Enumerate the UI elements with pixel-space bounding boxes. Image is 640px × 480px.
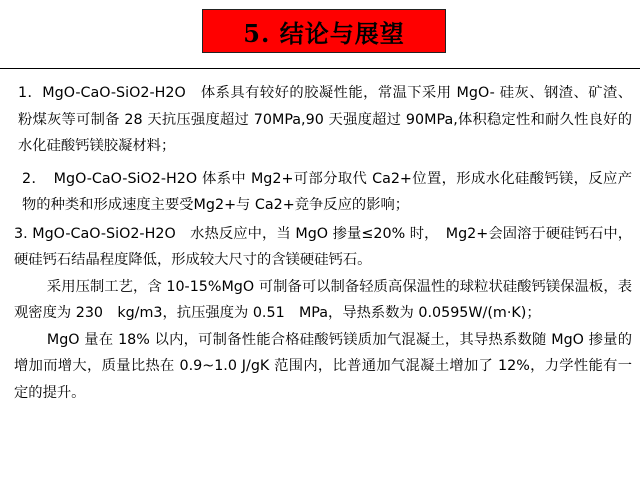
conclusion-item-1: 1．MgO-CaO-SiO2-H2O 体系具有较好的胶凝性能，常温下采用 MgO- 硅灰、钢渣、矿渣、粉煤灰等可制备 28 天抗压强度超过 70MPa,90 天强度超过 90MPa,体积稳定性和耐久性良好的水化硅酸钙镁胶凝材料； (18, 85, 632, 154)
conclusion-item-3-detail-2: MgO 量在 18% 以内，可制备性能合格硅酸钙镁质加气混凝土，其导热系数随 MgO 掺量的增加而增大，质量比热在 0.9~1.0 J/gK 范围内，比普通加气混凝土增加了 12%，力学性能有一定的提升。 (14, 331, 632, 401)
title-banner (202, 9, 446, 53)
conclusion-item-3-detail-1: 采用压制工艺，含 10-15%MgO 可制备可以制备轻质高保温性的球粒状硅酸钙镁保温板，表观密度为 230 kg/m3，抗压强度为 0.51 MPa，导热系数为 0.0595W/(m·K)； (14, 278, 632, 321)
slide-title: 5. 结论与展望 (243, 18, 405, 48)
title-divider (0, 68, 640, 69)
conclusion-body (14, 80, 632, 406)
conclusion-item-2: 2． MgO-CaO-SiO2-H2O 体系中 Mg2+可部分取代 Ca2+位置，形成水化硅酸钙镁，反应产物的种类和形成速度主要受Mg2+与 Ca2+竞争反应的影响； (22, 170, 632, 213)
conclusion-item-3: 3. MgO-CaO-SiO2-H2O 水热反应中，当 MgO 掺量≤20% 时， Mg2+会固溶于硬硅钙石中，硬硅钙石结晶程度降低，形成较大尺寸的含镁硬硅钙石。 (14, 225, 632, 268)
